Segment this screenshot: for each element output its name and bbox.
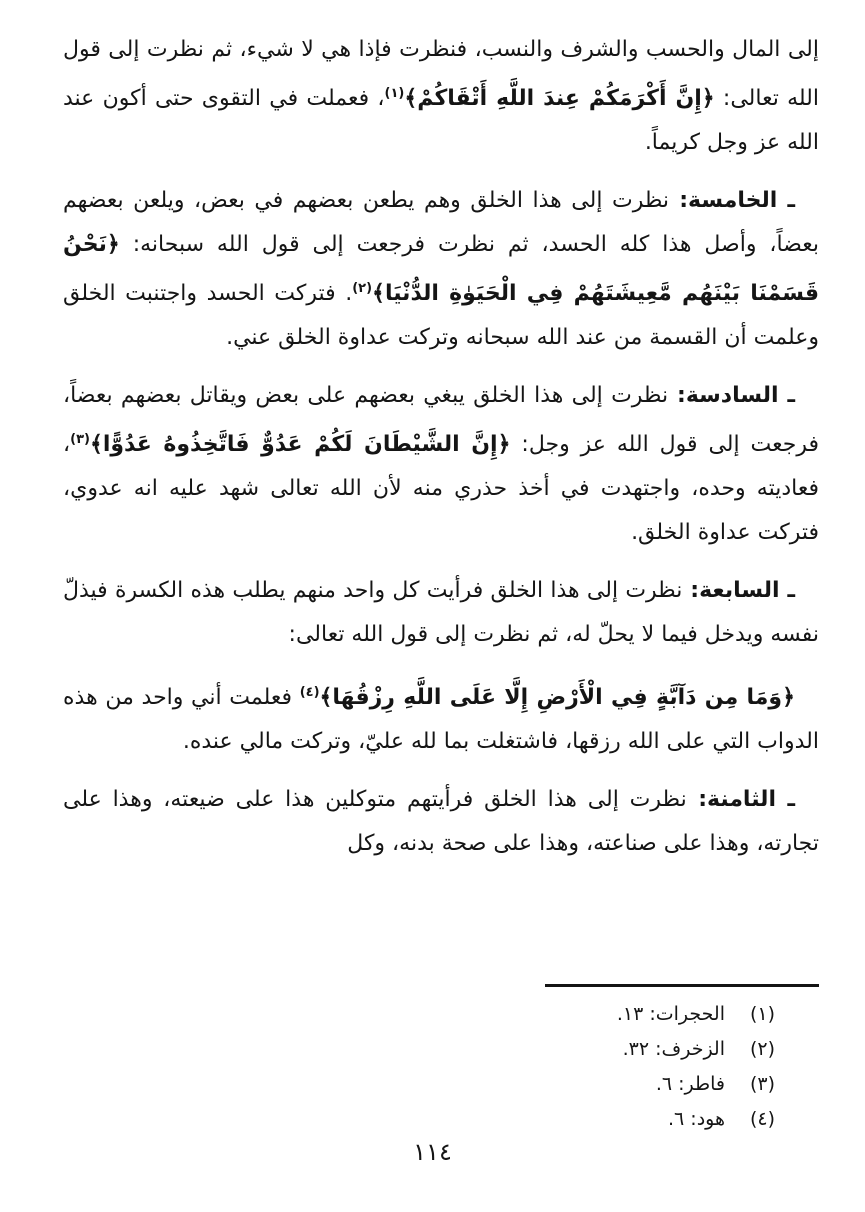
body-text: ، فعملت في التقوى حتى أكون عند الله عز وجل كريماً.: [63, 86, 819, 155]
body-text: نظرت إلى هذا الخلق يبغي بعضهم على بعض ويقاتل بعضهم بعضاً، فرجعت إلى قول الله عز وجل:: [63, 383, 819, 457]
footnote-marker: (٣): [749, 1073, 775, 1095]
footnote-text: الحجرات: ١٣.: [616, 1003, 725, 1025]
footnote: [63, 997, 819, 1032]
body-text: نظرت إلى هذا الخلق وهم يطعن بعضهم في بعض، ويلعن بعضهم بعضاً، وأصل هذا كله الحسد، ثم نظرت فرجعت إلى قول الله سبحانه:: [63, 188, 819, 257]
section-label: ـ السادسة:: [668, 383, 795, 408]
quran-verse: ﴿نَحْنُ قَسَمْنَا بَيْنَهُم مَّعِيشَتَهُمْ فِي الْحَيَوٰةِ الدُّنْيَا﴾: [63, 232, 819, 306]
body-text: نظرت إلى هذا الخلق فرأيت كل واحد منهم يطلب هذه الكسرة فيذلّ نفسه ويدخل فيما لا يحلّ له، ثم نظرت إلى قول الله تعالى:: [63, 578, 819, 647]
footnote-marker: (٤): [749, 1108, 775, 1130]
footnote-marker: (١): [749, 1003, 775, 1025]
paragraph: [63, 569, 819, 657]
footnote-text: الزخرف: ٣٢.: [622, 1038, 725, 1060]
paragraph: [63, 778, 819, 866]
body-text: . فتركت الحسد واجتنبت الخلق وعلمت أن القسمة من عند الله سبحانه وتركت عداوة الخلق عني.: [63, 281, 819, 350]
section-label: ـ الخامسة:: [669, 188, 795, 213]
body-text: فعلمت أني واحد من هذه الدواب التي على الله رزقها، فاشتغلت بما لله عليّ، وتركت مالي عنده.: [63, 685, 819, 754]
footnotes-section: [63, 984, 819, 1137]
quran-verse: ﴿إِنَّ أَكْرَمَكُمْ عِندَ اللَّهِ أَتْقَاكُمْ﴾: [404, 86, 715, 111]
footnote-ref: (٣): [70, 432, 90, 447]
quran-verse: ﴿إِنَّ الشَّيْطَانَ لَكُمْ عَدُوٌّ فَاتَّخِذُوهُ عَدُوًّا﴾: [89, 432, 511, 457]
paragraph: [63, 179, 819, 360]
footnote-text: فاطر: ٦.: [655, 1073, 725, 1095]
body-text: نظرت إلى هذا الخلق فرأيتهم متوكلين هذا على ضيعته، وهذا على تجارته، وهذا على صناعته، وهذا على صحة بدنه، وكل: [63, 787, 819, 856]
page-number: ١١٤: [413, 1138, 452, 1166]
footnote-separator: [545, 984, 819, 987]
footnote-ref: (٢): [352, 281, 373, 296]
footnote-text: هود: ٦.: [667, 1108, 725, 1130]
body-text: إلى المال والحسب والشرف والنسب، فنظرت فإذا هي لا شيء، ثم نظرت إلى قول الله تعالى:: [63, 37, 819, 111]
body-text: ، فعاديته وحده، واجتهدت في أخذ حذري منه لأن الله تعالى شهد عليه انه عدوي، فتركت عداوة الخلق.: [63, 432, 819, 545]
section-label: ـ الثامنة:: [686, 787, 795, 812]
page-body-text: [63, 28, 819, 980]
section-label: ـ السابعة:: [682, 578, 796, 603]
footnote-marker: (٢): [749, 1038, 775, 1060]
quran-verse: ﴿وَمَا مِن دَآبَّةٍ فِي الْأَرْضِ إِلَّا عَلَى اللَّهِ رِزْقُهَا﴾: [319, 685, 795, 710]
paragraph: [63, 671, 819, 764]
footnote: [63, 1032, 819, 1067]
footnote-ref: (٤): [299, 685, 320, 700]
footnote: [63, 1102, 819, 1137]
paragraph: [63, 28, 819, 165]
footnote-ref: (١): [384, 86, 405, 101]
paragraph: [63, 374, 819, 555]
footnote: [63, 1067, 819, 1102]
